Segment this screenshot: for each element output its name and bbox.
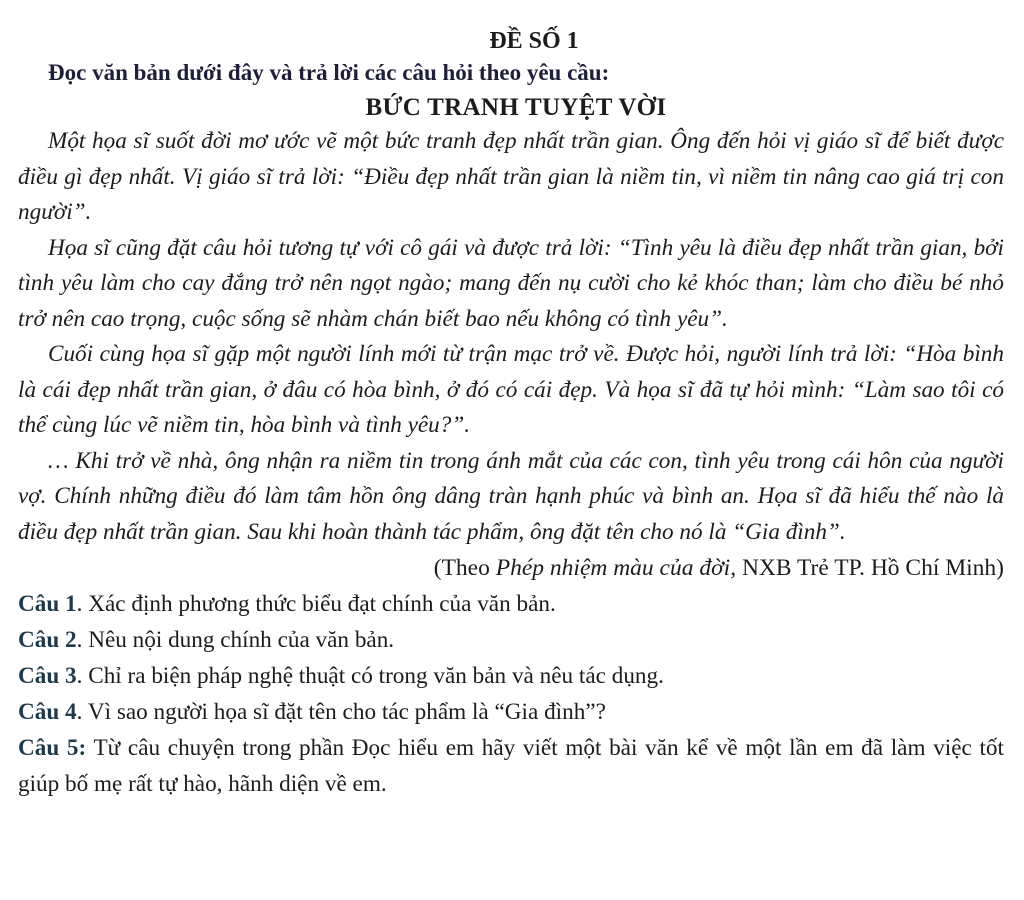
question-label: Câu 1 xyxy=(18,591,77,617)
story-paragraph-1: Một họa sĩ suốt đời mơ ước vẽ một bức tranh đẹp nhất trần gian. Ông đến hỏi vị giáo sĩ để biết được điều gì đẹp nhất. Vị giáo sĩ trả lời: “Điều đẹp nhất trần gian là niềm tin, vì niềm tin nâng cao giá trị con người”. xyxy=(18,128,1004,225)
story-text xyxy=(18,124,1004,550)
exam-title: ĐỀ SỐ 1 xyxy=(489,28,579,54)
question-label: Câu 4 xyxy=(18,699,77,725)
question-label: Câu 5: xyxy=(18,735,87,761)
question-label: Câu 3 xyxy=(18,663,77,689)
question-list xyxy=(18,586,1004,802)
question-separator: . xyxy=(76,591,89,617)
question-text: Xác định phương thức biểu đạt chính của văn bản. xyxy=(88,591,556,617)
story-paragraph-3: Cuối cùng họa sĩ gặp một người lính mới từ trận mạc trở về. Được hỏi, người lính trả lời: “Hòa bình là cái đẹp nhất trần gian, ở đâu có hòa bình, ở đó có cái đẹp. Và họa sĩ đã tự hỏi mình: “Làm sao tôi có thể cùng lúc vẽ niềm tin, hòa bình và tình yêu?”. xyxy=(18,341,1004,438)
question-5 xyxy=(18,730,1004,802)
story-paragraph-2: Họa sĩ cũng đặt câu hỏi tương tự với cô gái và được trả lời: “Tình yêu là điều đẹp nhất trần gian, bởi tình yêu làm cho cay đắng trở nên ngọt ngào; mang đến nụ cười cho kẻ khóc than; làm cho điều bé nhỏ trở nên cao trọng, cuộc sống sẽ nhàm chán biết bao nếu không có tình yêu”. xyxy=(18,234,1004,332)
question-separator xyxy=(86,735,93,761)
question-text: Chỉ ra biện pháp nghệ thuật có trong văn bản và nêu tác dụng. xyxy=(88,663,664,689)
question-separator: . xyxy=(76,699,88,725)
question-1 xyxy=(18,586,1004,622)
question-3 xyxy=(18,658,1004,694)
question-4 xyxy=(18,694,1004,730)
source-suffix: , NXB Trẻ TP. Hồ Chí Minh) xyxy=(730,555,1004,581)
question-label: Câu 2 xyxy=(18,627,77,653)
question-text: Nêu nội dung chính của văn bản. xyxy=(88,627,395,653)
story-title: BỨC TRANH TUYỆT VỜI xyxy=(365,94,667,121)
question-text: Vì sao người họa sĩ đặt tên cho tác phẩm là “Gia đình”? xyxy=(87,699,606,725)
reading-instruction: Đọc văn bản dưới đây và trả lời các câu hỏi theo yêu cầu: xyxy=(48,60,610,85)
question-separator: . xyxy=(76,663,89,689)
question-text: Từ câu chuyện trong phần Đọc hiểu em hãy viết một bài văn kể về một lần em đã làm việc tốt giúp bố mẹ rất tự hào, hãnh diện về em. xyxy=(18,735,1004,797)
source-prefix: (Theo xyxy=(433,555,496,581)
question-separator: . xyxy=(76,627,89,653)
question-2 xyxy=(18,622,1004,658)
story-paragraph-4: … Khi trở về nhà, ông nhận ra niềm tin trong ánh mắt của các con, tình yêu trong cái hôn của người vợ. Chính những điều đó làm tâm hồn ông dâng tràn hạnh phúc và bình an. Họa sĩ đã hiểu thế nào là điều đẹp nhất trần gian. Sau khi hoàn thành tác phẩm, ông đặt tên cho nó là “Gia đình”. xyxy=(18,447,1004,545)
source-book-title: Phép nhiệm màu của đời xyxy=(495,555,731,581)
source-citation xyxy=(18,550,1004,586)
